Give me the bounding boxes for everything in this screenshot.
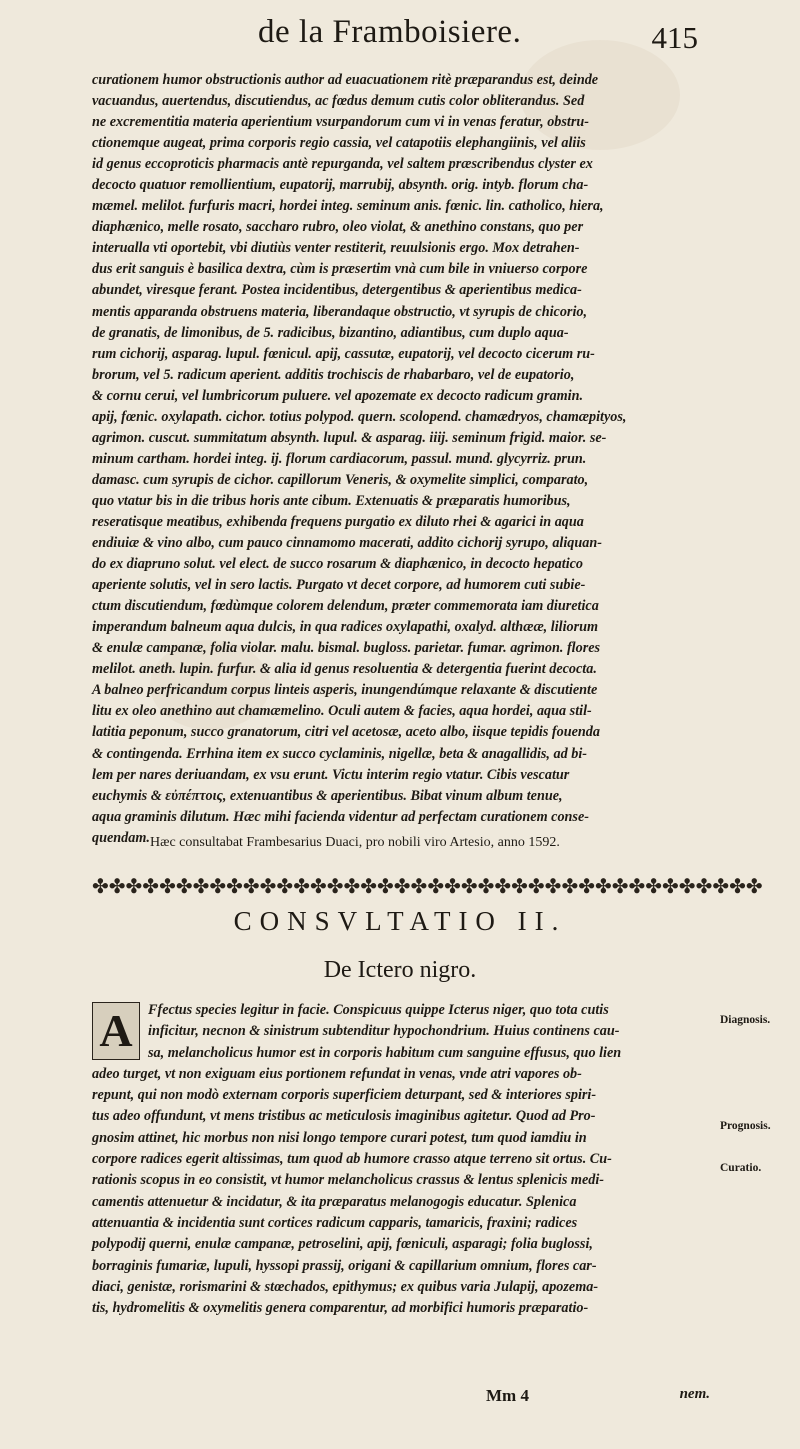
consultatio-text-block [92, 1000, 710, 1319]
text-line: & contingenda. Errhina item ex succo cyclaminis, nigellæ, beta & anagallidis, ad bi- [92, 745, 588, 762]
section-title: De Ictero nigro. [323, 957, 477, 983]
fleuron-ornament: ✤ [712, 875, 730, 898]
fleuron-ornament: ✤ [678, 875, 696, 898]
fleuron-ornament: ✤ [142, 875, 160, 898]
text-line: camentis attenuetur & incidatur, & ita præparatus melanogogis educatur. Splenica [92, 1193, 577, 1210]
fleuron-ornament: ✤ [125, 875, 143, 898]
text-line: ctum discutiendum, fœdùmque colorem delendum, præter commemorata iam diuretica [92, 598, 599, 615]
fleuron-ornament: ✤ [578, 875, 595, 898]
text-line: aperiente solutis, vel in sero lactis. Purgato vt decet corpore, ad humorem cuti subie- [92, 577, 586, 594]
text-line: vacuandus, auertendus, discutiendus, ac fœdus demum cutis color obliterandus. Sed [92, 93, 585, 110]
text-line: A balneo perfricandum corpus linteis asperis, inungendúmque relaxante & discutiente [92, 682, 598, 699]
text-line: decocto quatuor remollientium, eupatorij, marrubij, absynth. orig. intyb. florum cha- [92, 177, 589, 194]
consultatio-heading: CONSVLTATIO II. [233, 906, 567, 936]
fleuron-ornament: ✤ [544, 875, 562, 898]
text-line: mæmel. melilot. furfuris macri, hordei integ. seminum anis. fœnic. lin. catholico, hiera, [92, 198, 604, 215]
text-line: rationis scopus in eo consistit, vt humor melancholicus crassus & lentus splenicis medi- [92, 1172, 605, 1189]
fleuron-ornament: ✤ [662, 875, 679, 898]
text-line: curationem humor obstructionis author ad euacuationem ritè præparandus est, deinde [92, 72, 599, 88]
text-line: litu ex oleo anethino aut chamæmelino. Oculi autem & facies, aqua hordei, aqua stil- [92, 703, 592, 720]
fleuron-ornament: ✤ [611, 875, 629, 898]
catchword: nem. [679, 1386, 710, 1402]
drop-cap-letter: A [99, 1005, 133, 1056]
text-line: reseratisque meatibus, exhibenda frequens purgatio ex diluto rhei & agarici in aqua [92, 513, 584, 530]
fleuron-ornament: ✤ [393, 875, 411, 898]
running-title: de la Framboisiere. [258, 14, 522, 50]
fleuron-ornament: ✤ [326, 875, 344, 898]
fleuron-ornament: ✤ [527, 875, 545, 898]
text-line: borraginis fumariæ, lupuli, hyssopi prassij, origani & capillarium omnium, flores car- [92, 1257, 597, 1274]
text-line: polypodij querni, enulæ campanæ, petroselini, apij, fœniculi, asparagi; folia buglossi, [92, 1236, 593, 1253]
fleuron-ornament: ✤ [343, 875, 361, 898]
text-line: imperandum balneum aqua dulcis, in qua radices oxylapathi, oxalyd. althææ, liliorum [92, 619, 599, 636]
text-line: mentis apparanda obstruens materia, liberandaque obstructio, vt syrupis de chicorio, [92, 303, 588, 320]
text-line: diaphænico, melle rosato, saccharo rubro, oleo violat, & anethino constans, quo per [92, 219, 584, 236]
text-line: brorum, vel 5. radicum aperient. additis trochiscis de rhabarbaro, vel de eupatorio, [92, 366, 575, 383]
text-line: interualla vti oportebit, vbi diutiùs venter restiterit, reuulsionis ergo. Mox detrahen- [92, 240, 580, 257]
fleuron-ornament: ✤ [209, 875, 227, 898]
fleuron-ornament: ✤ [628, 875, 646, 898]
text-line: latitia peponum, succo granatorum, citri vel acetosæ, aceto albo, iisque tepidis fouenda [92, 724, 600, 741]
text-line: damasc. cum syrupis de cichor. capillorum Veneris, & oxymelite simplici, comparato, [92, 471, 589, 488]
text-line: aqua graminis dilutum. Hæc mihi facienda videntur ad perfectam curationem conse- [92, 808, 589, 825]
fleuron-ornament: ✤ [444, 875, 461, 898]
text-line: gnosim attinet, hic morbus non nisi longo tempore curari potest, tum quod iamdiu in [92, 1129, 587, 1146]
fleuron-ornament: ✤ [460, 875, 478, 898]
fleuron-ornament: ✤ [427, 875, 445, 898]
text-line: quo vtatur bis in die tribus horis ante cibum. Extenuatis & præparatis humoribus, [92, 492, 571, 509]
text-line: tis, hydromelitis & oxymelitis genera comparentur, ad morbifici humoris præparatio- [92, 1300, 589, 1317]
text-line: dus erit sanguis è basilica dextra, cùm is præsertim vnà cum bile in vniuerso corpore [92, 261, 588, 278]
footer-line [92, 1386, 710, 1410]
text-line: ne excrementitia materia aperientium vsurpandorum cum vi in venas feratur, obstru- [92, 114, 589, 131]
text-line: repunt, qui non modò externam corporis superficiem deturpant, sed & interiores spiri- [92, 1087, 597, 1104]
fleuron-ornament: ✤ [377, 875, 394, 898]
text-line: de granatis, de limonibus, de 5. radicibus, bizantino, adiantibus, cum duplo aqua- [92, 324, 569, 341]
margin-note-diagnosis: Diagnosis. [720, 1014, 771, 1026]
fleuron-ornament: ✤ [309, 875, 327, 898]
text-line: diaci, genistæ, rorismarini & stœchados, epithymus; ex quibus varia Julapij, apozema- [92, 1278, 599, 1295]
fleuron-ornament: ✤ [410, 875, 428, 898]
text-line: id genus eccoproticis pharmacis antè repurganda, vel saltem præscribendus clyster ex [92, 156, 593, 173]
text-line: euchymis & εὐπέπτοις, extenuantibus & aperientibus. Bibat vinum album tenue, [92, 787, 563, 804]
text-line: & cornu cerui, vel lumbricorum puluere. vel apozemate ex decocto radicum gramin. [92, 387, 584, 404]
fleuron-ornament: ✤ [695, 875, 713, 898]
text-line: adeo turget, vt non exiguam eius portionem refundat in venas, vnde atri vapores ob- [92, 1065, 582, 1082]
fleuron-ornament: ✤ [645, 875, 663, 898]
fleuron-ornament: ✤ [175, 875, 193, 898]
signature-mark: Mm 4 [486, 1386, 529, 1405]
main-text-block [92, 70, 707, 849]
text-line: minum cartham. hordei integ. ij. florum cardiacorum, passul. mund. glycyrriz. prun. [92, 450, 587, 467]
fleuron-ornament: ✤ [360, 875, 378, 898]
text-line: agrimon. cuscut. summitatum absynth. lupul. & asparag. iiij. seminum frigid. maior. se- [92, 429, 607, 446]
text-line: tus adeo offundunt, vt mens tristibus ac meticulosis imaginibus agitetur. Quod ad Pro- [92, 1108, 596, 1125]
text-line: attenuantia & incidentia sunt cortices radicum capparis, tamaricis, fraxini; radices [92, 1214, 578, 1231]
text-line: do ex diapruno solut. vel elect. de succo rosarum & diaphænico, in decocto hepatico [92, 556, 584, 573]
fleuron-ornament: ✤ [594, 875, 612, 898]
fleuron-ornament: ✤ [92, 875, 109, 898]
text-line: & enulæ campanæ, folia violar. malu. bismal. bugloss. parietar. fumar. agrimon. flores [92, 640, 601, 657]
fleuron-ornament: ✤ [729, 875, 746, 898]
fleuron-ornament: ✤ [561, 875, 579, 898]
ornament-rule [92, 873, 763, 899]
text-line: ctionemque augeat, prima corporis regio cassia, vel catapotiis elephangiinis, vel aliis [92, 135, 586, 152]
fleuron-ornament: ✤ [511, 875, 528, 898]
text-line: lem per nares deriuandam, ex vsu erunt. Victu interim regio vtatur. Cibis vescatur [92, 766, 570, 783]
running-head [258, 14, 698, 66]
text-line: corpore radices egerit altissimas, tum quod ab humore crasso atque terreno sit ortus. Cu- [92, 1151, 612, 1168]
text-line: abundet, viresque ferant. Postea incidentibus, detergentibus & aperientibus medica- [92, 282, 582, 299]
margin-note-prognosis: Prognosis. [720, 1120, 771, 1132]
fleuron-ornament: ✤ [226, 875, 243, 898]
fleuron-ornament: ✤ [108, 875, 126, 898]
fleuron-ornament: ✤ [192, 875, 210, 898]
fleuron-ornament: ✤ [745, 875, 763, 898]
fleuron-ornament: ✤ [293, 875, 310, 898]
fleuron-ornament: ✤ [159, 875, 176, 898]
text-line: endiuiæ & vino albo, cum pauco cinnamomo macerati, addito cichorij syrupo, aliquan- [92, 535, 602, 552]
text-line: apij, fœnic. oxylapath. cichor. totius polypod. quern. scolopend. chamædryos, chamæpityos, [92, 408, 627, 425]
text-line: quendam. [92, 829, 150, 846]
text-line: melilot. aneth. lupin. furfur. & alia id genus resoluentia & detergentia fuerint decocta. [92, 661, 597, 678]
page-number: 415 [651, 20, 698, 55]
fleuron-ornament: ✤ [242, 875, 260, 898]
consultation-note: Hæc consultabat Frambesarius Duaci, pro nobili viro Artesio, anno 1592. [150, 835, 560, 850]
fleuron-ornament: ✤ [259, 875, 277, 898]
text-line: sa, melancholicus humor est in corporis habitum cum sanguine effusus, quo lien [148, 1044, 622, 1061]
text-line: inficitur, necnon & sinistrum subtenditur hypochondrium. Huius continens cau- [148, 1023, 620, 1040]
text-line: rum cichorij, asparag. lupul. fœnicul. apij, cassutæ, eupatorij, vel decocto cicerum ru- [92, 345, 595, 362]
margin-note-curatio: Curatio. [720, 1162, 762, 1174]
fleuron-ornament: ✤ [494, 875, 512, 898]
fleuron-ornament: ✤ [477, 875, 495, 898]
text-line: Ffectus species legitur in facie. Conspicuus quippe Icterus niger, quo tota cutis [148, 1002, 609, 1018]
fleuron-ornament: ✤ [276, 875, 294, 898]
